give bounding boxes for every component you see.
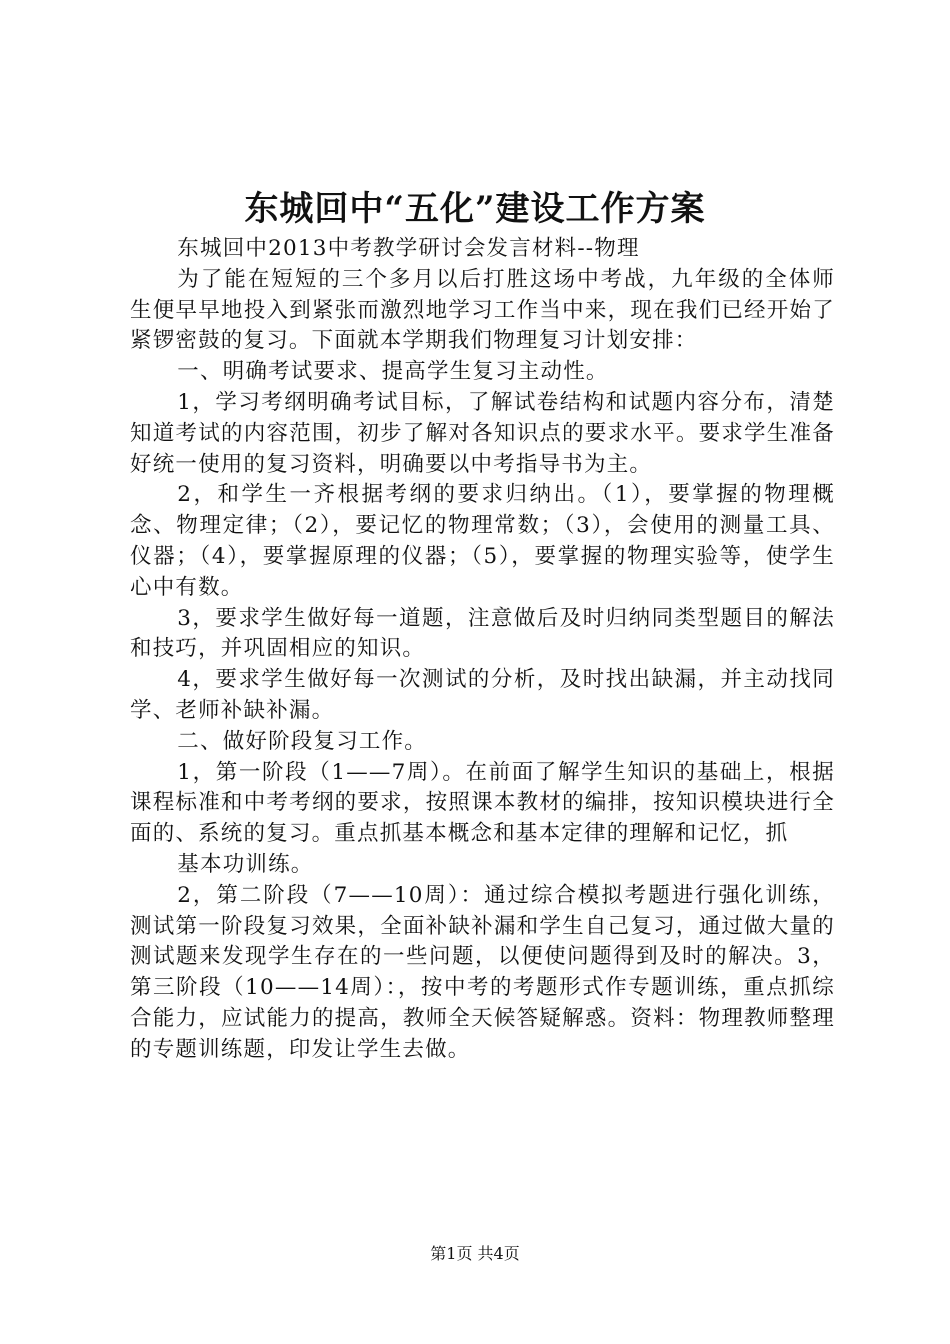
item-paragraph-1-4: 4，要求学生做好每一次测试的分析，及时找出缺漏，并主动找同学、老师补缺补漏。	[130, 667, 835, 723]
page-number-footer: 第1页 共4页	[430, 1244, 520, 1263]
item-paragraph-1-1: 1，学习考纲明确考试目标，了解试卷结构和试题内容分布，清楚知道考试的内容范围，初步了解对各知识点的要求水平。要求学生准备好统一使用的复习资料，明确要以中考指导书为主。	[130, 389, 835, 477]
intro-paragraph: 为了能在短短的三个多月以后打胜这场中考战，九年级的全体师生便早早地投入到紧张而激烈地学习工作当中来，现在我们已经开始了紧锣密鼓的复习。下面就本学期我们物理复习计划安排：	[130, 266, 835, 354]
item-paragraph-2-1-continued: 基本功训练。	[177, 851, 314, 877]
item-paragraph-2-2: 2，第二阶段（7——10周）：通过综合模拟考题进行强化训练，测试第一阶段复习效果，全面补缺补漏和学生自己复习，通过做大量的测试题来发现学生存在的一些问题，以便使问题得到及时的解决。3，第三阶段（10——14周）：，按中考的考题形式作专题训练，重点抓综合能力，应试能力的提高，教师全天候答疑解惑。资料：物理教师整理的专题训练题，印发让学生去做。	[130, 882, 835, 1062]
item-paragraph-2-1: 1，第一阶段（1——7周）。在前面了解学生知识的基础上，根据课程标准和中考考纲的要求，按照课本教材的编排，按知识模块进行全面的、系统的复习。重点抓基本概念和基本定律的理解和记忆，抓	[130, 759, 835, 847]
item-paragraph-1-2: 2，和学生一齐根据考纲的要求归纳出。（1），要掌握的物理概念、物理定律；（2），要记忆的物理常数；（3），会使用的测量工具、仪器；（4），要掌握原理的仪器；（5），要掌握的物理实验等，使学生心中有数。	[130, 482, 835, 600]
section-heading-1: 一、明确考试要求、提高学生复习主动性。	[177, 359, 609, 385]
subtitle-paragraph: 东城回中2013中考教学研讨会发言材料--物理	[177, 236, 640, 261]
document-title: 东城回中“五化”建设工作方案	[244, 189, 706, 229]
section-heading-2: 二、做好阶段复习工作。	[177, 728, 427, 754]
item-paragraph-1-3: 3，要求学生做好每一道题，注意做后及时归纳同类型题目的解法和技巧，并巩固相应的知识。	[130, 605, 835, 662]
document-body	[130, 234, 835, 1066]
